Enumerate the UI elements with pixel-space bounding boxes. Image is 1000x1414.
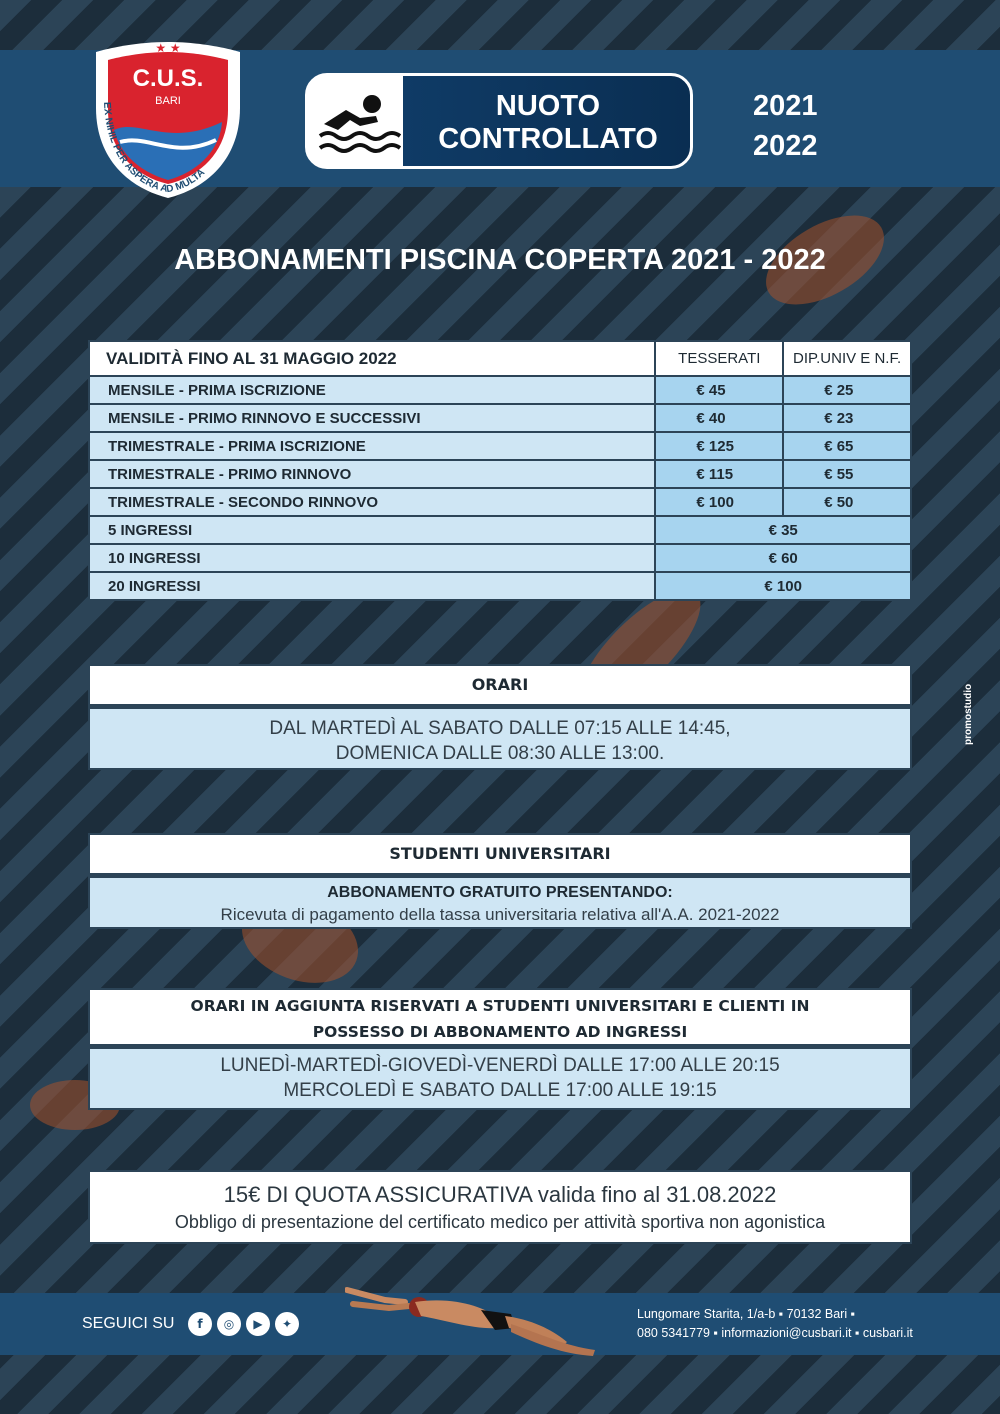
program-title: [408, 90, 688, 156]
row-label: 10 INGRESSI: [89, 544, 655, 572]
svg-text:★ ★: ★ ★: [155, 41, 181, 55]
table-row: [89, 432, 911, 460]
orari-body: [88, 706, 912, 770]
studenti-body: [88, 875, 912, 929]
address-line-1: Lungomare Starita, 1/a-b ▪ 70132 Bari ▪: [637, 1307, 856, 1321]
insurance-line-1: 15€ DI QUOTA ASSICURATIVA valida fino al 31.08.2022: [223, 1182, 777, 1207]
logo-city: BARI: [155, 95, 181, 107]
title-line-2: CONTROLLATO: [438, 123, 658, 155]
season-years: [753, 86, 818, 166]
studenti-box: [88, 833, 912, 929]
validity-label: VALIDITÀ FINO AL 31 MAGGIO 2022: [89, 341, 655, 376]
price-ingressi: € 35: [655, 516, 911, 544]
price-ingressi: € 60: [655, 544, 911, 572]
follow-label: SEGUICI SU: [82, 1315, 175, 1332]
instagram-icon[interactable]: ◎: [217, 1312, 241, 1336]
aggiunta-title-line-2: POSSESSO DI ABBONAMENTO AD INGRESSI: [312, 1023, 688, 1041]
price-dipendenti: € 50: [783, 488, 911, 516]
price-tesserati: € 115: [655, 460, 783, 488]
table-row: [89, 404, 911, 432]
row-label: TRIMESTRALE - PRIMO RINNOVO: [89, 460, 655, 488]
studenti-subtitle: ABBONAMENTO GRATUITO PRESENTANDO:: [327, 884, 673, 901]
studenti-text: Ricevuta di pagamento della tassa universitaria relativa all'A.A. 2021-2022: [220, 905, 780, 924]
year-1: 2021: [753, 90, 818, 122]
row-label: TRIMESTRALE - SECONDO RINNOVO: [89, 488, 655, 516]
price-tesserati: € 125: [655, 432, 783, 460]
insurance-box: [88, 1170, 912, 1244]
row-label: 5 INGRESSI: [89, 516, 655, 544]
logo-name: C.U.S.: [132, 65, 204, 92]
table-row: [89, 544, 911, 572]
orari-line-2: DOMENICA DALLE 08:30 ALLE 13:00.: [335, 743, 665, 764]
table-row: [89, 460, 911, 488]
price-ingressi: € 100: [655, 572, 911, 600]
orari-line-1: DAL MARTEDÌ AL SABATO DALLE 07:15 ALLE 14:45,: [269, 718, 731, 739]
row-label: MENSILE - PRIMA ISCRIZIONE: [89, 376, 655, 404]
orari-box: [88, 664, 912, 770]
col-dipendenti: DIP.UNIV E N.F.: [783, 341, 911, 376]
title-pill: [305, 73, 693, 169]
title-line-1: NUOTO: [495, 90, 601, 122]
table-row: [89, 376, 911, 404]
aggiunta-title: [88, 988, 912, 1046]
price-tesserati: € 100: [655, 488, 783, 516]
price-tesserati: € 45: [655, 376, 783, 404]
table-row: [89, 488, 911, 516]
orari-title: ORARI: [88, 664, 912, 706]
row-label: TRIMESTRALE - PRIMA ISCRIZIONE: [89, 432, 655, 460]
year-2: 2022: [753, 130, 818, 162]
youtube-icon[interactable]: ▶: [246, 1312, 270, 1336]
price-dipendenti: € 55: [783, 460, 911, 488]
studenti-title: STUDENTI UNIVERSITARI: [88, 833, 912, 875]
facebook-icon[interactable]: f: [188, 1312, 212, 1336]
table-row: [89, 572, 911, 600]
aggiunta-line-2: MERCOLEDÌ E SABATO DALLE 17:00 ALLE 19:15: [283, 1080, 717, 1101]
price-table: [88, 340, 912, 601]
swimmer-icon: [316, 88, 401, 158]
col-tesserati: TESSERATI: [655, 341, 783, 376]
aggiunta-body: [88, 1046, 912, 1110]
logo-motto: EX NIHIL PER ASPERA AD MULTA: [101, 101, 208, 196]
row-label: 20 INGRESSI: [89, 572, 655, 600]
aggiunta-title-line-1: ORARI IN AGGIUNTA RISERVATI A STUDENTI UNIVERSITARI E CLIENTI IN: [190, 997, 810, 1015]
cus-bari-logo: [88, 38, 248, 202]
row-label: MENSILE - PRIMO RINNOVO E SUCCESSIVI: [89, 404, 655, 432]
credit-text: promostudio: [963, 683, 974, 745]
page-title: ABBONAMENTI PISCINA COPERTA 2021 - 2022: [174, 244, 826, 276]
aggiunta-line-1: LUNEDÌ-MARTEDÌ-GIOVEDÌ-VENERDÌ DALLE 17:00 ALLE 20:15: [220, 1055, 780, 1076]
table-header-row: [89, 341, 911, 376]
price-tesserati: € 40: [655, 404, 783, 432]
table-row: [89, 516, 911, 544]
price-dipendenti: € 23: [783, 404, 911, 432]
price-dipendenti: € 65: [783, 432, 911, 460]
address-line-2: 080 5341779 ▪ informazioni@cusbari.it ▪ cusbari.it: [637, 1326, 913, 1340]
price-dipendenti: € 25: [783, 376, 911, 404]
twitter-icon[interactable]: ✦: [275, 1312, 299, 1336]
insurance-line-2: Obbligo di presentazione del certificato medico per attività sportiva non agonistica: [174, 1212, 826, 1232]
aggiunta-box: [88, 988, 912, 1110]
contact-address: [637, 1305, 913, 1343]
swimmer-illustration: [345, 1280, 600, 1365]
